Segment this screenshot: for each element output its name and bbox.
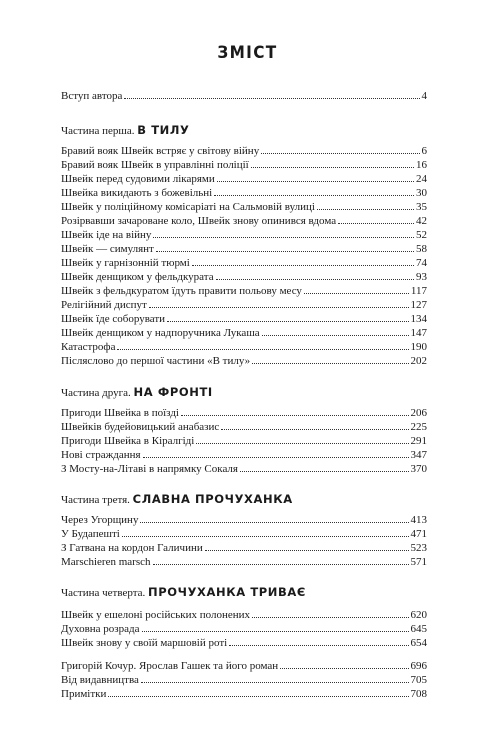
part-heading bbox=[61, 585, 306, 600]
entry-title: У Будапешті bbox=[61, 528, 120, 540]
toc-entry[interactable] bbox=[61, 144, 427, 158]
entry-title: Швейк у поліційному комісаріаті на Сальмовій вулиці bbox=[61, 201, 315, 213]
toc-entry[interactable] bbox=[61, 420, 427, 434]
leader-dots bbox=[252, 608, 408, 618]
toc-entry[interactable] bbox=[61, 434, 427, 448]
toc-entry[interactable] bbox=[61, 214, 427, 228]
entry-page: 52 bbox=[416, 229, 427, 241]
leader-dots bbox=[304, 284, 409, 294]
toc-entry[interactable] bbox=[61, 622, 427, 636]
leader-dots bbox=[214, 186, 414, 196]
leader-dots bbox=[140, 513, 408, 523]
entry-title: Бравий вояк Швейк в управлінні поліції bbox=[61, 159, 249, 171]
toc-entry[interactable] bbox=[61, 659, 427, 673]
leader-dots bbox=[317, 200, 414, 210]
entry-title: Нові страждання bbox=[61, 449, 141, 461]
toc-entry[interactable] bbox=[61, 312, 427, 326]
toc-entry[interactable] bbox=[61, 608, 427, 622]
toc-entry[interactable] bbox=[61, 242, 427, 256]
entry-title: З Гатвана на кордон Галичини bbox=[61, 542, 203, 554]
entry-page: 645 bbox=[410, 623, 427, 635]
entry-title: Релігійний диспут bbox=[61, 299, 147, 311]
entry-title: Пригоди Швейка в Кіралгіді bbox=[61, 435, 195, 447]
toc-entry[interactable] bbox=[61, 284, 427, 298]
part-label: Частина четверта. bbox=[61, 587, 146, 599]
leader-dots bbox=[205, 541, 409, 551]
leader-dots bbox=[252, 354, 408, 364]
entry-title: Швейк — симулянт bbox=[61, 243, 154, 255]
leader-dots bbox=[167, 312, 408, 322]
toc-entry[interactable] bbox=[61, 462, 427, 476]
entry-title: Швейків будейовицький анабазис bbox=[61, 421, 220, 433]
leader-dots bbox=[108, 687, 408, 697]
entry-title: Пригоди Швейка в поїзді bbox=[61, 407, 179, 419]
entry-title: Розірвавши зачароване коло, Швейк знову опинився вдома bbox=[61, 215, 337, 227]
leader-dots bbox=[122, 527, 409, 537]
leader-dots bbox=[262, 326, 409, 336]
leader-dots bbox=[217, 172, 414, 182]
toc-entry[interactable] bbox=[61, 354, 427, 368]
entry-page: 471 bbox=[410, 528, 427, 540]
leader-dots bbox=[251, 158, 414, 168]
toc-entry[interactable] bbox=[61, 172, 427, 186]
toc-entry[interactable] bbox=[61, 298, 427, 312]
entry-title: Швейк з фельдкуратом їдуть правити польову месу bbox=[61, 285, 302, 297]
entry-page: 6 bbox=[421, 145, 427, 157]
leader-dots bbox=[153, 555, 409, 565]
toc-entry[interactable] bbox=[61, 200, 427, 214]
toc-entry-intro[interactable] bbox=[61, 89, 427, 103]
leader-dots bbox=[141, 673, 409, 683]
entry-page: 708 bbox=[410, 688, 427, 700]
toc-entry[interactable] bbox=[61, 527, 427, 541]
entry-page: 127 bbox=[410, 299, 427, 311]
leader-dots bbox=[192, 256, 414, 266]
leader-dots bbox=[143, 448, 409, 458]
entry-title: Швейк денщиком у надпоручника Лукаша bbox=[61, 327, 260, 339]
leader-dots bbox=[142, 622, 409, 632]
entry-page: 696 bbox=[410, 660, 427, 672]
page-title: ЗМІСТ bbox=[217, 43, 278, 63]
part-subtitle: СЛАВНА ПРОЧУХАНКА bbox=[132, 492, 293, 506]
toc-entry[interactable] bbox=[61, 326, 427, 340]
entry-title: З Мосту-на-Літаві в напрямку Сокаля bbox=[61, 463, 238, 475]
entry-page: 42 bbox=[416, 215, 427, 227]
entry-page: 190 bbox=[410, 341, 427, 353]
leader-dots bbox=[117, 340, 408, 350]
part-subtitle: НА ФРОНТІ bbox=[133, 385, 213, 399]
toc-entry[interactable] bbox=[61, 448, 427, 462]
entry-title: Від видавництва bbox=[61, 674, 139, 686]
entry-page: 413 bbox=[410, 514, 427, 526]
entry-page: 16 bbox=[416, 159, 427, 171]
part-label: Частина третя. bbox=[61, 494, 130, 506]
entry-page: 35 bbox=[416, 201, 427, 213]
part-subtitle: ПРОЧУХАНКА ТРИВАЄ bbox=[148, 585, 306, 599]
toc-entry[interactable] bbox=[61, 406, 427, 420]
leader-dots bbox=[124, 89, 419, 99]
entry-title: Григорій Кочур. Ярослав Гашек та його роман bbox=[61, 660, 279, 672]
entry-title: Marschieren marsch bbox=[61, 556, 151, 568]
part-subtitle: В ТИЛУ bbox=[137, 123, 190, 137]
entry-page: 117 bbox=[410, 285, 427, 297]
entry-page: 202 bbox=[410, 355, 427, 367]
entry-page: 58 bbox=[416, 243, 427, 255]
entry-page: 93 bbox=[416, 271, 427, 283]
entry-page: 4 bbox=[421, 90, 427, 102]
entry-title: Швейк знову у своїй маршовій роті bbox=[61, 637, 228, 649]
leader-dots bbox=[196, 434, 408, 444]
entry-page: 523 bbox=[410, 542, 427, 554]
entry-page: 705 bbox=[410, 674, 427, 686]
entry-page: 30 bbox=[416, 187, 427, 199]
toc-entry[interactable] bbox=[61, 513, 427, 527]
toc-entry[interactable] bbox=[61, 673, 427, 687]
toc-entry[interactable] bbox=[61, 158, 427, 172]
entry-page: 206 bbox=[410, 407, 427, 419]
entry-title: Швейк перед судовими лікарями bbox=[61, 173, 215, 185]
entry-title: Примітки bbox=[61, 688, 107, 700]
entry-title: Через Угорщину bbox=[61, 514, 139, 526]
toc-entry[interactable] bbox=[61, 687, 427, 701]
toc-entry[interactable] bbox=[61, 256, 427, 270]
leader-dots bbox=[156, 242, 414, 252]
toc-entry[interactable] bbox=[61, 228, 427, 242]
entry-title: Бравий вояк Швейк встряє у світову війну bbox=[61, 145, 260, 157]
leader-dots bbox=[181, 406, 409, 416]
entry-page: 347 bbox=[410, 449, 427, 461]
toc-entry[interactable] bbox=[61, 555, 427, 569]
toc-entry[interactable] bbox=[61, 340, 427, 354]
part-label: Частина перша. bbox=[61, 125, 135, 137]
entry-page: 571 bbox=[410, 556, 427, 568]
toc-entry[interactable] bbox=[61, 270, 427, 284]
entry-page: 620 bbox=[410, 609, 427, 621]
part-label: Частина друга. bbox=[61, 387, 131, 399]
toc-entry[interactable] bbox=[61, 186, 427, 200]
leader-dots bbox=[149, 298, 409, 308]
entry-title: Швейк у гарнізонній тюрмі bbox=[61, 257, 190, 269]
leader-dots bbox=[261, 144, 419, 154]
part-heading bbox=[61, 385, 213, 400]
toc-entry[interactable] bbox=[61, 636, 427, 650]
entry-title: Швейк їде соборувати bbox=[61, 313, 166, 325]
leader-dots bbox=[229, 636, 408, 646]
entry-title: Вступ автора bbox=[61, 90, 123, 102]
entry-title: Швейка викидають з божевільні bbox=[61, 187, 213, 199]
entry-title: Швейк іде на війну bbox=[61, 229, 152, 241]
leader-dots bbox=[216, 270, 414, 280]
entry-title: Катастрофа bbox=[61, 341, 116, 353]
leader-dots bbox=[240, 462, 409, 472]
entry-page: 370 bbox=[410, 463, 427, 475]
leader-dots bbox=[338, 214, 414, 224]
entry-page: 74 bbox=[416, 257, 427, 269]
part-heading bbox=[61, 492, 293, 507]
entry-title: Швейк денщиком у фельдкурата bbox=[61, 271, 214, 283]
entry-title: Швейк у ешелоні російських полонених bbox=[61, 609, 251, 621]
leader-dots bbox=[153, 228, 414, 238]
part-heading bbox=[61, 123, 190, 138]
entry-page: 147 bbox=[410, 327, 427, 339]
entry-page: 291 bbox=[410, 435, 427, 447]
leader-dots bbox=[221, 420, 408, 430]
toc-entry[interactable] bbox=[61, 541, 427, 555]
entry-page: 134 bbox=[410, 313, 427, 325]
entry-page: 225 bbox=[410, 421, 427, 433]
entry-title: Духовна розрада bbox=[61, 623, 140, 635]
entry-title: Післяслово до першої частини «В тилу» bbox=[61, 355, 251, 367]
entry-page: 654 bbox=[410, 637, 427, 649]
entry-page: 24 bbox=[416, 173, 427, 185]
leader-dots bbox=[280, 659, 408, 669]
